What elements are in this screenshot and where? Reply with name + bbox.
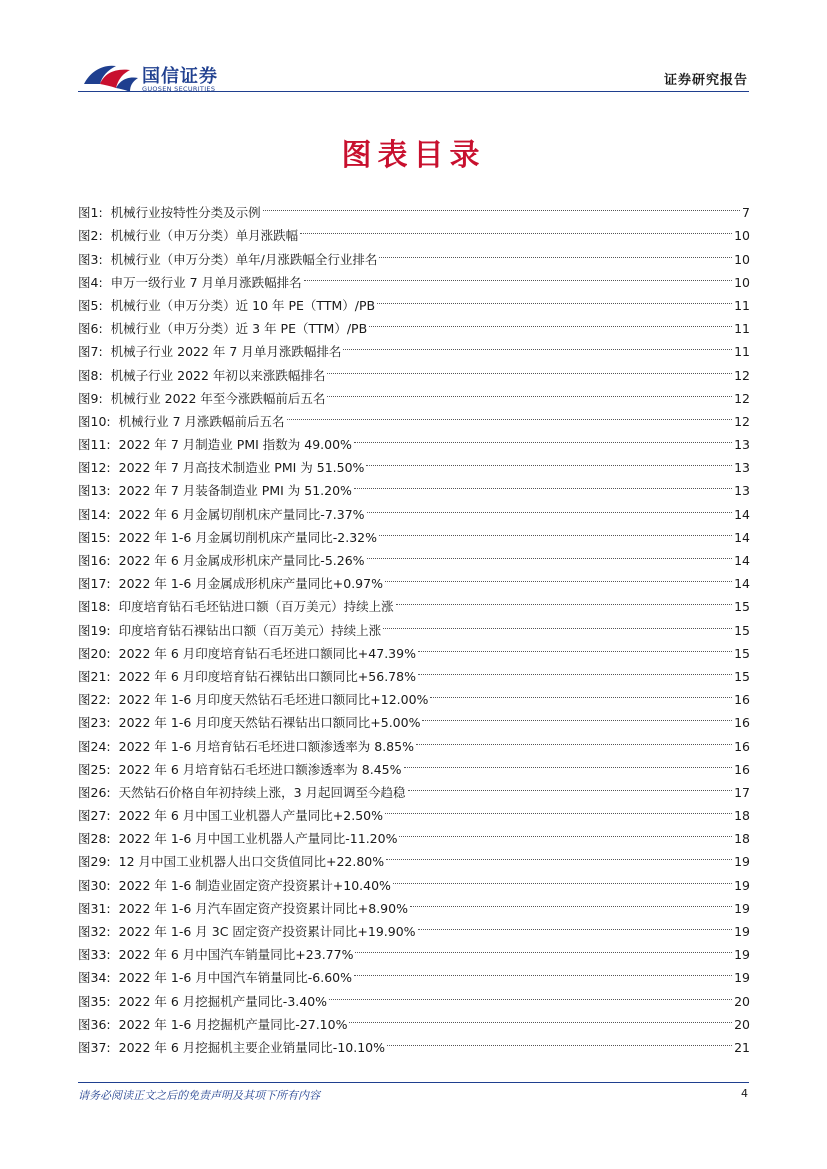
toc-entry-number: 图13: xyxy=(78,483,111,499)
disclaimer-text: 请务必阅读正文之后的免责声明及其项下所有内容 xyxy=(78,1089,320,1102)
toc-dot-leader xyxy=(327,356,732,379)
toc-entry-page: 7 xyxy=(742,205,750,221)
logo-chinese-name: 国信证券 xyxy=(142,66,218,87)
toc-entry-title: 机械行业（申万分类）单年/月涨跌幅全行业排名 xyxy=(110,251,378,267)
toc-dot-leader xyxy=(385,565,732,588)
toc-entry-title: 2022 年 7 月制造业 PMI 指数为 49.00% xyxy=(118,437,352,453)
toc-dot-leader xyxy=(408,774,733,797)
footer-divider xyxy=(78,1082,749,1083)
toc-entry-title: 2022 年 7 月高技术制造业 PMI 为 51.50% xyxy=(118,460,365,476)
toc-entry-page: 12 xyxy=(734,367,750,383)
toc-entry-title: 2022 年 6 月金属切削机床产量同比-7.37% xyxy=(118,506,365,522)
page-number: 4 xyxy=(741,1087,748,1100)
toc-entry-number: 图14: xyxy=(78,506,111,522)
toc-entry-page: 10 xyxy=(734,228,750,244)
toc-dot-leader xyxy=(379,240,732,263)
toc-entry-number: 图23: xyxy=(78,715,111,731)
toc-entry-page: 11 xyxy=(734,344,750,360)
toc-entry-page: 19 xyxy=(734,970,750,986)
toc-entry-title: 2022 年 1-6 月金属成形机床产量同比+0.97% xyxy=(118,576,383,592)
toc-entry-title: 2022 年 1-6 制造业固定资产投资累计+10.40% xyxy=(118,877,391,893)
toc-dot-leader xyxy=(329,982,732,1005)
toc-entry-title: 2022 年 1-6 月中国工业机器人产量同比-11.20% xyxy=(118,831,398,847)
toc-entry-number: 图35: xyxy=(78,993,111,1009)
toc-entry-page: 13 xyxy=(734,483,750,499)
toc-entry-title: 2022 年 1-6 月汽车固定资产投资累计同比+8.90% xyxy=(118,900,408,916)
toc-entry-number: 图37: xyxy=(78,1039,111,1055)
toc-dot-leader xyxy=(396,588,732,611)
toc-entry-title: 2022 年 6 月中国工业机器人产量同比+2.50% xyxy=(118,808,383,824)
toc-dot-leader xyxy=(327,380,732,403)
toc-entry-title: 申万一级行业 7 月单月涨跌幅排名 xyxy=(110,274,302,290)
toc-entry-page: 14 xyxy=(734,506,750,522)
toc-entry-number: 图8: xyxy=(78,367,103,383)
toc-entry-number: 图16: xyxy=(78,553,111,568)
toc-dot-leader xyxy=(367,542,733,565)
toc-entry-title: 2022 年 1-6 月金属切削机床产量同比-2.32% xyxy=(118,529,377,545)
toc-dot-leader xyxy=(366,449,732,472)
toc-entry-title: 印度培育钻石裸钻出口额（百万美元）持续上涨 xyxy=(118,622,382,638)
toc-dot-leader xyxy=(418,658,732,681)
toc-entry-title: 12 月中国工业机器人出口交货值同比+22.80% xyxy=(118,854,385,870)
toc-entry-title: 机械行业 2022 年至今涨跌幅前后五名 xyxy=(110,390,326,406)
toc-dot-leader xyxy=(404,751,733,774)
toc-entry-number: 图1: xyxy=(78,205,103,221)
toc-entry-title: 2022 年 6 月印度培育钻石毛坯进口额同比+47.39% xyxy=(118,645,416,661)
toc-dot-leader xyxy=(354,959,732,982)
toc-entry-number: 图7: xyxy=(78,344,103,360)
toc-entry-page: 16 xyxy=(734,692,750,708)
toc-entry-page: 17 xyxy=(734,784,750,800)
toc-entry-number: 图18: xyxy=(78,599,111,615)
toc-dot-leader xyxy=(263,194,740,217)
toc-entry-number: 图5: xyxy=(78,297,103,313)
toc-entry-title: 机械行业（申万分类）近 3 年 PE（TTM）/PB xyxy=(110,321,368,337)
toc-entry-page: 14 xyxy=(734,529,750,545)
toc-entry-page: 20 xyxy=(734,993,750,1009)
logo-english-name: GUOSEN SECURITIES xyxy=(142,85,216,93)
toc-dot-leader xyxy=(369,310,732,333)
toc-dot-leader xyxy=(354,426,732,449)
toc-entry-page: 11 xyxy=(734,297,750,313)
toc-entry-number: 图20: xyxy=(78,645,111,661)
toc-entry-number: 图34: xyxy=(78,970,111,986)
toc-entry-number: 图6: xyxy=(78,321,103,337)
toc-entry-title: 2022 年 1-6 月培育钻石毛坯进口额渗透率为 8.85% xyxy=(118,738,414,754)
toc-dot-leader xyxy=(410,890,732,913)
toc-entry-title: 2022 年 6 月挖掘机产量同比-3.40% xyxy=(118,993,328,1009)
toc-entry-page: 16 xyxy=(734,715,750,731)
toc-entry-page: 15 xyxy=(734,668,750,684)
toc-entry-page: 15 xyxy=(734,645,750,661)
toc-dot-leader xyxy=(430,681,732,704)
toc-entry-page: 20 xyxy=(734,1016,750,1032)
toc-dot-leader xyxy=(377,287,732,310)
toc-entry-title: 2022 年 1-6 月 3C 固定资产投资累计同比+19.90% xyxy=(118,924,416,939)
toc-dot-leader xyxy=(354,472,732,495)
toc-entry-title: 2022 年 1-6 月印度天然钻石裸钻出口额同比+5.00% xyxy=(118,715,421,731)
toc-entry-number: 图30: xyxy=(78,877,111,893)
toc-entry-page: 16 xyxy=(734,761,750,777)
toc-entry-page: 18 xyxy=(734,808,750,824)
toc-entry-page: 15 xyxy=(734,599,750,615)
toc-entry-page: 21 xyxy=(734,1039,750,1055)
toc-entry-page: 19 xyxy=(734,900,750,916)
toc-entry-page: 19 xyxy=(734,947,750,963)
toc-entry-title: 2022 年 6 月金属成形机床产量同比-5.26% xyxy=(118,553,365,568)
toc-entry-page: 18 xyxy=(734,831,750,847)
toc-entry-title: 机械行业按特性分类及示例 xyxy=(110,205,261,221)
toc-entry-title: 机械行业（申万分类）近 10 年 PE（TTM）/PB xyxy=(110,297,376,313)
toc-entry[interactable] xyxy=(78,194,750,221)
toc-entry-page: 14 xyxy=(734,576,750,592)
toc-entry-number: 图11: xyxy=(78,437,111,453)
toc-entry-number: 图27: xyxy=(78,808,111,824)
toc-entry-number: 图9: xyxy=(78,390,103,406)
toc-entry-number: 图29: xyxy=(78,854,111,870)
toc-dot-leader xyxy=(399,820,732,843)
toc-entry-number: 图22: xyxy=(78,692,111,708)
toc-dot-leader xyxy=(418,913,733,936)
toc-dot-leader xyxy=(386,843,732,866)
toc-dot-leader xyxy=(304,264,733,287)
toc-entry-number: 图21: xyxy=(78,668,111,684)
toc-entry-number: 图25: xyxy=(78,761,111,777)
toc-entry-title: 印度培育钻石毛坯钻进口额（百万美元）持续上涨 xyxy=(118,599,394,615)
toc-entry-number: 图2: xyxy=(78,228,103,244)
toc-entry-page: 10 xyxy=(734,274,750,290)
toc-entry-title: 2022 年 1-6 月印度天然钻石毛坯进口额同比+12.00% xyxy=(118,692,429,708)
toc-entry-page: 13 xyxy=(734,460,750,476)
toc-dot-leader xyxy=(416,727,732,750)
toc-entry-page: 15 xyxy=(734,622,750,638)
toc-entry-page: 19 xyxy=(734,924,750,939)
toc-entry-page: 16 xyxy=(734,738,750,754)
toc-entry-title: 2022 年 6 月培育钻石毛坯进口额渗透率为 8.45% xyxy=(118,761,402,777)
toc-dot-leader xyxy=(300,217,732,240)
toc-entry-page: 14 xyxy=(734,553,750,568)
toc-dot-leader xyxy=(343,333,732,356)
toc-entry-number: 图32: xyxy=(78,924,111,939)
page-title: 图表目录 xyxy=(341,138,486,173)
toc-entry-number: 图15: xyxy=(78,529,111,545)
toc-entry-number: 图3: xyxy=(78,251,103,267)
toc-dot-leader xyxy=(385,797,732,820)
toc-entry-number: 图28: xyxy=(78,831,111,847)
toc-entry-number: 图10: xyxy=(78,413,111,429)
toc-entry-number: 图36: xyxy=(78,1016,111,1032)
toc-dot-leader xyxy=(418,635,732,658)
toc-entry-title: 2022 年 7 月装备制造业 PMI 为 51.20% xyxy=(118,483,352,499)
toc-dot-leader xyxy=(383,611,732,634)
toc-entry-title: 机械子行业 2022 年初以来涨跌幅排名 xyxy=(110,367,326,383)
toc-dot-leader xyxy=(422,704,732,727)
toc-dot-leader xyxy=(349,1006,732,1029)
toc-entry-page: 11 xyxy=(734,321,750,337)
toc-entry-number: 图17: xyxy=(78,576,111,592)
toc-dot-leader xyxy=(367,495,733,518)
toc-entry-number: 图26: xyxy=(78,784,111,800)
toc-entry-number: 图19: xyxy=(78,622,111,638)
toc-entry-number: 图24: xyxy=(78,738,111,754)
toc-entry-page: 10 xyxy=(734,251,750,267)
header-divider xyxy=(78,91,749,92)
toc-entry-title: 2022 年 6 月挖掘机主要企业销量同比-10.10% xyxy=(118,1039,385,1055)
toc-entry-title: 2022 年 1-6 月中国汽车销量同比-6.60% xyxy=(118,970,352,986)
toc-entry-title: 机械行业 7 月涨跌幅前后五名 xyxy=(118,413,285,429)
toc-entry-page: 19 xyxy=(734,854,750,870)
report-type-label: 证券研究报告 xyxy=(663,73,748,88)
toc-entry-number: 图12: xyxy=(78,460,111,476)
toc-entry-title: 2022 年 6 月印度培育钻石裸钻出口额同比+56.78% xyxy=(118,668,416,684)
toc-entry-number: 图4: xyxy=(78,274,103,290)
toc-entry-title: 机械行业（申万分类）单月涨跌幅 xyxy=(110,228,299,244)
toc-entry-page: 19 xyxy=(734,877,750,893)
toc-entry-number: 图31: xyxy=(78,900,111,916)
toc-entry-title: 机械子行业 2022 年 7 月单月涨跌幅排名 xyxy=(110,344,342,360)
toc-dot-leader xyxy=(355,936,732,959)
toc-entry-page: 12 xyxy=(734,413,750,429)
toc-entry-title: 天然钻石价格自年初持续上涨，3 月起回调至今趋稳 xyxy=(118,784,406,800)
table-of-figures xyxy=(78,194,750,1055)
toc-dot-leader xyxy=(387,1029,732,1052)
toc-entry-title: 2022 年 1-6 月挖掘机产量同比-27.10% xyxy=(118,1016,348,1032)
toc-entry-title: 2022 年 6 月中国汽车销量同比+23.77% xyxy=(118,947,354,963)
toc-entry-number: 图33: xyxy=(78,947,111,963)
toc-entry-page: 12 xyxy=(734,390,750,406)
toc-dot-leader xyxy=(287,403,733,426)
toc-entry-page: 13 xyxy=(734,437,750,453)
toc-dot-leader xyxy=(379,519,732,542)
toc-dot-leader xyxy=(393,866,732,889)
